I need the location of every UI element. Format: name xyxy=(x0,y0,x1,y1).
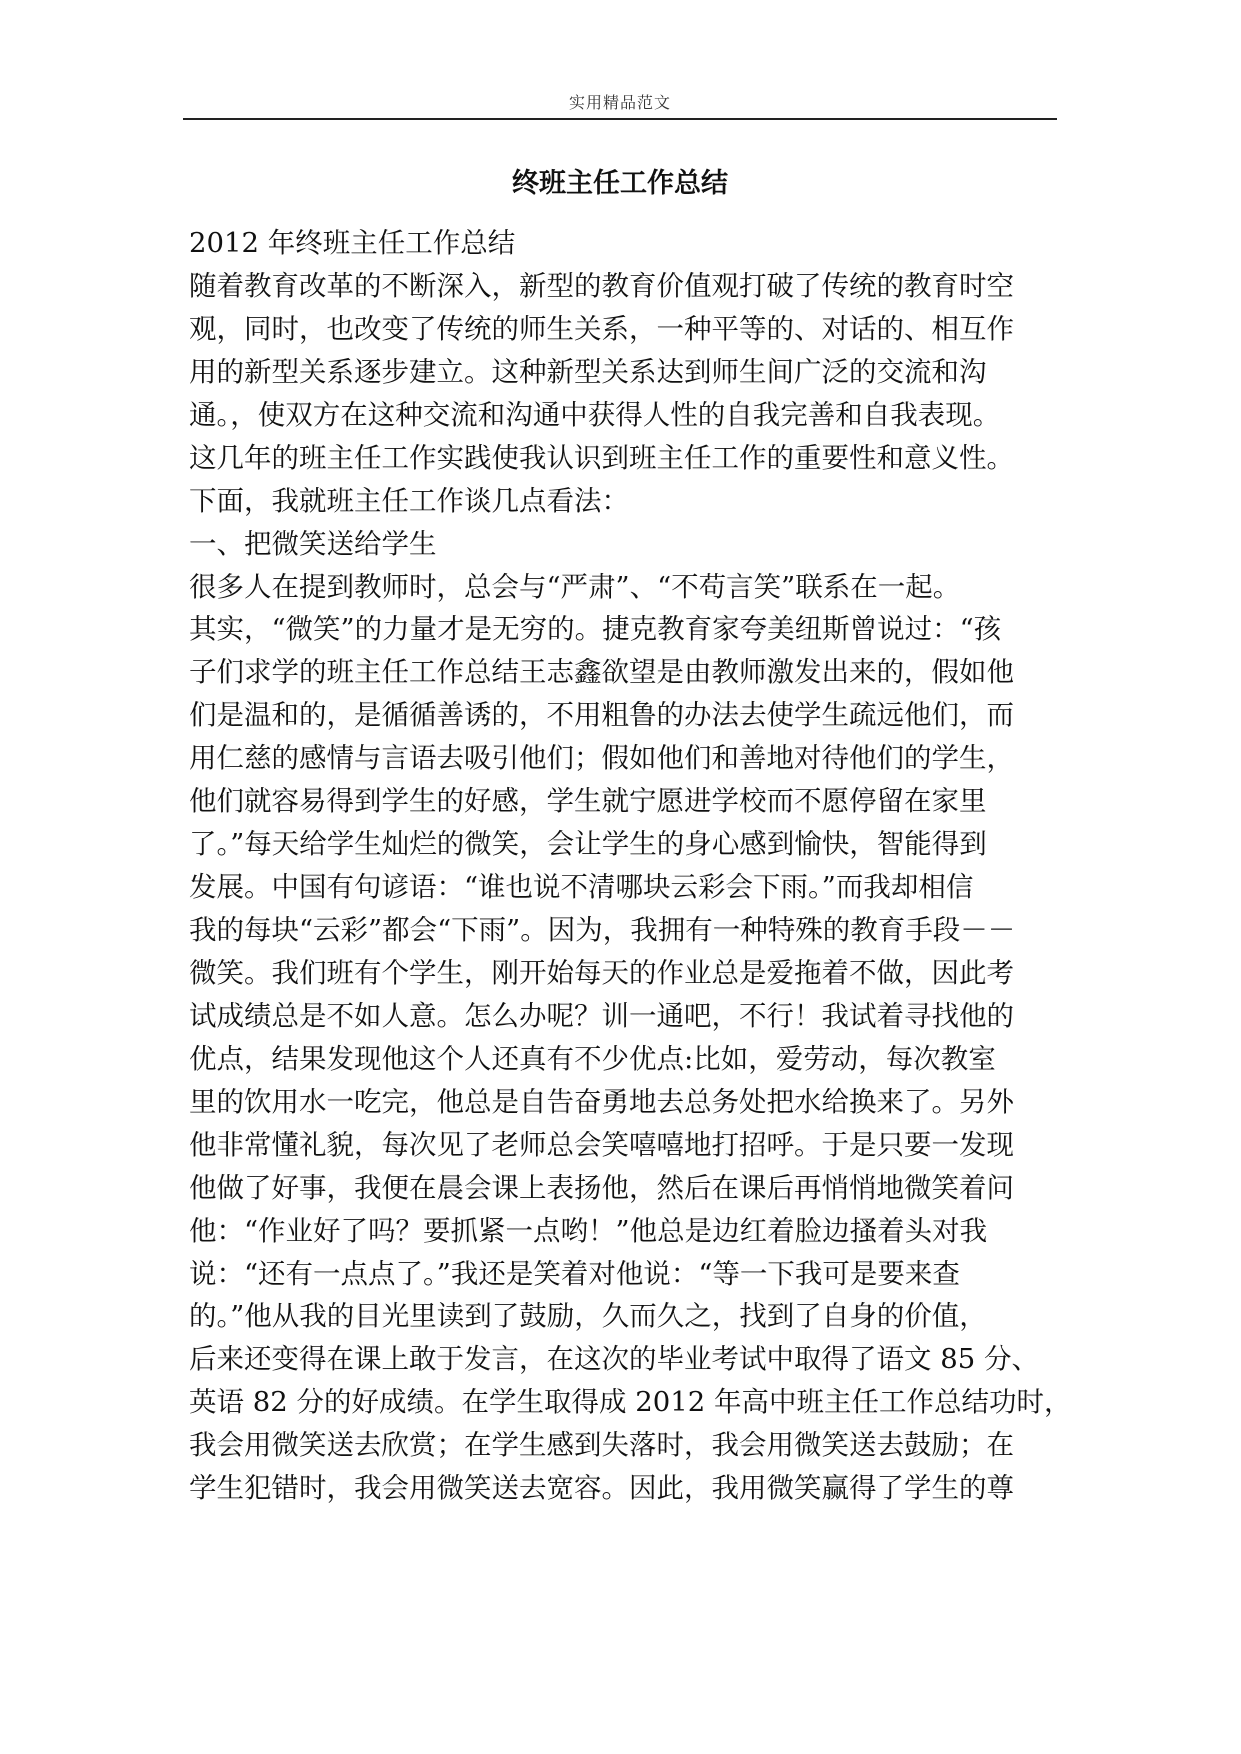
body-line: 们是温和的，是循循善诱的，不用粗鲁的办法去使学生疏远他们，而 xyxy=(189,699,1014,732)
body-line: 他做了好事，我便在晨会课上表扬他，然后在课后再悄悄地微笑着问 xyxy=(189,1171,1014,1204)
document-title: 终班主任工作总结 xyxy=(512,168,728,199)
body-line: 他：“作业好了吗？要抓紧一点哟！”他总是边红着脸边搔着头对我 xyxy=(189,1214,988,1247)
document-body xyxy=(189,222,1072,1510)
body-line: 用的新型关系逐步建立。这种新型关系达到师生间广泛的交流和沟 xyxy=(189,355,987,388)
body-line: 其实，“微笑”的力量才是无穷的。捷克教育家夸美纽斯曾说过：“孩 xyxy=(189,613,1002,646)
body-line: 观，同时，也改变了传统的师生关系，一种平等的、对话的、相互作 xyxy=(189,312,1014,345)
body-line: 了。”每天给学生灿烂的微笑，会让学生的身心感到愉快，智能得到 xyxy=(189,828,987,861)
body-line: 这几年的班主任工作实践使我认识到班主任工作的重要性和意义性。 xyxy=(189,441,1014,474)
body-line: 优点，结果发现他这个人还真有不少优点:比如，爱劳动，每次教室 xyxy=(189,1042,996,1075)
body-line: 随着教育改革的不断深入，新型的教育价值观打破了传统的教育时空 xyxy=(189,269,1014,302)
body-line: 说：“还有一点点了。”我还是笑着对他说：“等一下我可是要来查 xyxy=(189,1257,960,1290)
body-line: 的。”他从我的目光里读到了鼓励，久而久之，找到了自身的价值， xyxy=(189,1300,987,1333)
page-header xyxy=(183,86,1057,120)
body-line: 英语 82 分的好成绩。在学生取得成 2012 年高中班主任工作总结功时， xyxy=(189,1386,1072,1419)
body-line: 很多人在提到教师时，总会与“严肃”、“不苟言笑”联系在一起。 xyxy=(189,570,961,603)
section-heading: 一、把微笑送给学生 xyxy=(189,527,437,560)
body-line: 后来还变得在课上敢于发言，在这次的毕业考试中取得了语文 85 分、 xyxy=(189,1343,1039,1376)
body-line: 里的饮用水一吃完，他总是自告奋勇地去总务处把水给换来了。另外 xyxy=(189,1085,1014,1118)
body-line: 发展。中国有句谚语：“谁也说不清哪块云彩会下雨。”而我却相信 xyxy=(189,871,974,904)
body-line: 我的每块“云彩”都会“下雨”。因为，我拥有一种特殊的教育手段－－ xyxy=(189,914,1016,946)
body-line: 用仁慈的感情与言语去吸引他们；假如他们和善地对待他们的学生， xyxy=(189,742,1014,775)
body-line: 我会用微笑送去欣赏；在学生感到失落时，我会用微笑送去鼓励；在 xyxy=(189,1429,1014,1462)
body-line: 学生犯错时，我会用微笑送去宽容。因此，我用微笑赢得了学生的尊 xyxy=(189,1472,1014,1505)
header-text: 实用精品范文 xyxy=(568,93,671,112)
body-line-subtitle: 2012 年终班主任工作总结 xyxy=(189,227,516,259)
body-line: 子们求学的班主任工作总结王志鑫欲望是由教师激发出来的，假如他 xyxy=(189,656,1014,689)
body-line: 通。，使双方在这种交流和沟通中获得人性的自我完善和自我表现。 xyxy=(189,398,1001,431)
body-line: 他非常懂礼貌，每次见了老师总会笑嘻嘻地打招呼。于是只要一发现 xyxy=(189,1128,1014,1161)
body-line: 下面，我就班主任工作谈几点看法： xyxy=(189,484,629,517)
body-line: 微笑。我们班有个学生，刚开始每天的作业总是爱拖着不做，因此考 xyxy=(189,956,1014,989)
body-line: 他们就容易得到学生的好感，学生就宁愿进学校而不愿停留在家里 xyxy=(189,785,987,818)
body-line: 试成绩总是不如人意。怎么办呢？训一通吧，不行！我试着寻找他的 xyxy=(189,999,1014,1032)
